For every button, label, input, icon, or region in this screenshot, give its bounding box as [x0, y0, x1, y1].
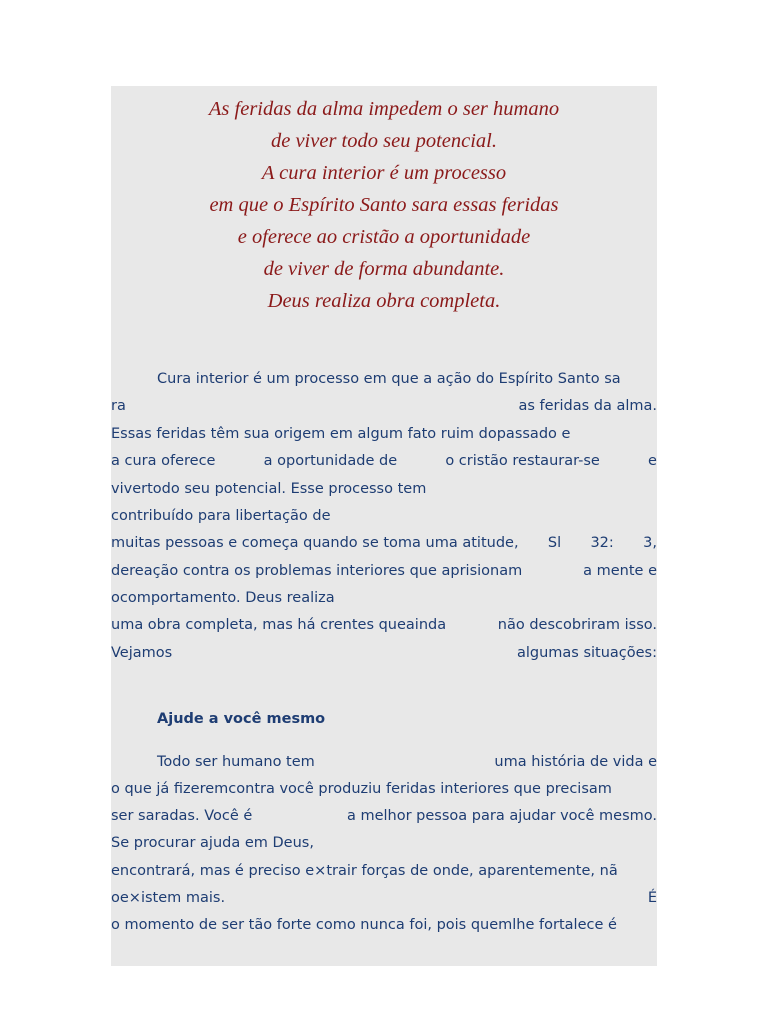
text-line	[111, 560, 657, 582]
text-span: É	[647, 890, 657, 906]
text-span: as feridas da alma.	[518, 398, 657, 414]
text-line: Cura interior é um processo em que a ação do Espírito Santo sa	[157, 371, 621, 387]
quote-block	[111, 93, 657, 317]
quote-line: em que o Espírito Santo sara essas feridas	[209, 194, 559, 216]
text-line	[111, 805, 657, 827]
document-page	[111, 86, 657, 966]
text-span: muitas pessoas e começa quando se toma uma atitude,	[111, 535, 519, 551]
text-line: contribuído para libertação de	[111, 508, 331, 524]
text-span: ra	[111, 398, 126, 414]
text-line	[111, 614, 657, 636]
text-span: Todo ser humano tem	[157, 754, 315, 770]
text-span: uma história de vida e	[494, 754, 657, 770]
quote-line: Deus realiza obra completa.	[267, 290, 501, 312]
text-span: 3,	[643, 535, 657, 551]
text-span: Sl	[547, 535, 562, 551]
quote-line: As feridas da alma impedem o ser humano	[208, 98, 560, 120]
text-line	[111, 450, 657, 472]
text-span: a melhor pessoa para ajudar você mesmo.	[346, 808, 657, 824]
quote-line: e oferece ao cristão a oportunidade	[237, 226, 531, 248]
text-span: dereação contra os problemas interiores que aprisionam	[111, 563, 523, 579]
text-line: encontrará, mas é preciso e×trair forças de onde, aparentemente, nã	[111, 863, 618, 879]
text-line	[111, 642, 657, 664]
text-line: o que já fizeremcontra você produziu feridas interiores que precisam	[111, 781, 612, 797]
text-line	[111, 887, 657, 909]
text-span: a mente e	[583, 563, 657, 579]
text-span: algumas situações:	[516, 645, 657, 661]
text-line: ocomportamento. Deus realiza	[111, 590, 335, 606]
text-span: o cristão restaurar-se	[445, 453, 600, 469]
text-line	[111, 751, 657, 773]
text-span: 32:	[590, 535, 614, 551]
quote-line: de viver de forma abundante.	[263, 258, 505, 280]
text-span: a oportunidade de	[263, 453, 398, 469]
text-line	[111, 532, 657, 554]
text-line: o momento de ser tão forte como nunca foi, pois quemlhe fortalece é	[111, 917, 617, 933]
text-line	[111, 395, 657, 417]
text-line: Se procurar ajuda em Deus,	[111, 835, 314, 851]
text-span: a cura oferece	[111, 453, 216, 469]
text-span: uma obra completa, mas há crentes queainda	[111, 617, 447, 633]
quote-line: A cura interior é um processo	[261, 162, 507, 184]
text-span: não descobriram isso.	[497, 617, 657, 633]
text-line: vivertodo seu potencial. Esse processo tem	[111, 481, 427, 497]
text-span: e	[648, 453, 657, 469]
text-line: Essas feridas têm sua origem em algum fato ruim dopassado e	[111, 426, 571, 442]
quote-line: de viver todo seu potencial.	[270, 130, 497, 152]
text-span: ser saradas. Você é	[111, 808, 253, 824]
text-span: oe×istem mais.	[111, 890, 226, 906]
text-span: Vejamos	[111, 645, 173, 661]
section-heading: Ajude a você mesmo	[157, 711, 326, 727]
